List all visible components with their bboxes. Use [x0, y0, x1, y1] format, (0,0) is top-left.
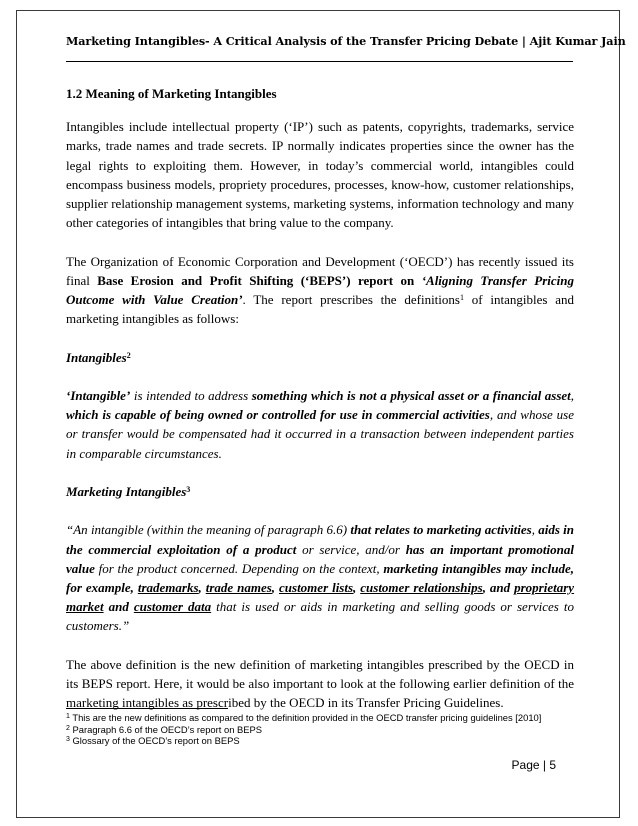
- header-rule: [66, 61, 573, 62]
- definition-marketing-intangible: “An intangible (within the meaning of paragraph 6.6) that relates to marketing activities, aids in the commercial exploitation of a product or service, and/or has an important promotional value for the product concerned. Depending on the context, marketing intangibles may include, for example, trademarks, trade names, customer lists, customer relationships, and proprietary market and customer data that is used or aids in marketing and selling goods or services to customers.”: [66, 522, 575, 634]
- running-header: Marketing Intangibles- A Critical Analysis of the Transfer Pricing Debate | Ajit Kumar Jain: [66, 34, 626, 48]
- footnote-3: $^3$ Glossary of the OECD’s report on BEPS: [66, 735, 240, 746]
- paragraph-oecd: The Organization of Economic Corporation and Development (‘OECD’) has recently issued its final Base Erosion and Profit Shifting (‘BEPS’) report on ‘Aligning Transfer Pricing Outcome with Value Creation’. The report prescribes the definitions$^1$ of intangibles and marketing intangibles as follows:: [66, 253, 575, 327]
- footnote-2: $^2$ Paragraph 6.6 of the OECD’s report on BEPS: [66, 723, 263, 735]
- footnote-rule: [66, 708, 228, 709]
- section-heading: 1.2 Meaning of Marketing Intangibles: [66, 86, 277, 101]
- paragraph-conclusion: The above definition is the new definition of marketing intangibles prescribed by the OECD in its BEPS report. Here, it would be also important to look at the following earlier definition of the marketing intangibles as prescribed by the OECD in its Transfer Pricing Guidelines.: [66, 656, 574, 711]
- marketing-intangibles-heading: Marketing Intangibles$^3$: [66, 484, 191, 499]
- footnote-ref-1: 1: [459, 293, 464, 303]
- footnote-1: $^1$ This are the new definitions as compared to the definition provided in the OECD transfer pricing guidelines [2010]: [66, 712, 542, 723]
- main-content: [66, 84, 574, 732]
- paragraph-intro: Intangibles include intellectual property (‘IP’) such as patents, copyrights, trademarks, service marks, trade names and trade secrets. IP normally indicates properties since the owner has the legal rights to exploiting them. However, in today’s commercial world, intangibles could encompass business models, propriety procedures, processes, know-how, customer relationships, supplier relationship management systems, marketing systems, information technology and many other categories of intangibles that bring value to the company.: [66, 119, 574, 231]
- intangibles-heading: Intangibles$^2$: [66, 349, 131, 365]
- page-number: Page | 5: [511, 758, 556, 772]
- footnotes: [66, 712, 574, 747]
- definition-intangible: ‘Intangible’ is intended to address something which is not a physical asset or a financial asset, which is capable of being owned or controlled for use in commercial activities, and whose use or transfer would be compensated had it occurred in a transaction between independent parties in comparable circumstances.: [66, 388, 575, 461]
